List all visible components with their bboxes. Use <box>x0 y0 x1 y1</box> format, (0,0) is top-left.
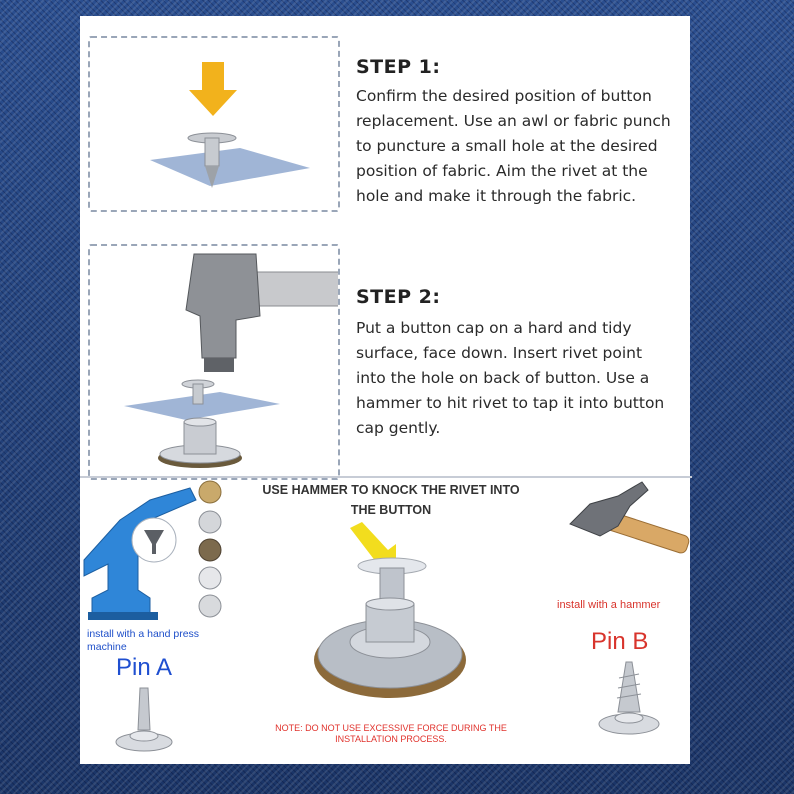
step1-description <box>356 84 691 209</box>
step2-description <box>356 316 691 441</box>
step2-illustration-box <box>88 244 340 480</box>
center-caption <box>236 480 546 520</box>
step1-line: hole and make it through the fabric. <box>356 187 637 205</box>
step1-title: STEP 1: <box>356 56 441 78</box>
step2-line: Put a button cap on a hard and tidy <box>356 319 632 337</box>
force-warning-line: NOTE: DO NOT USE EXCESSIVE FORCE DURING THE <box>275 723 507 733</box>
hand-press-label-line: install with a hand press <box>87 628 200 640</box>
pin-a-illustration <box>114 684 174 754</box>
hammer-head-icon <box>186 254 260 358</box>
hammer-install-label: install with a hammer <box>557 599 661 611</box>
step1-illustration-box <box>88 36 340 212</box>
step1-line: replacement. Use an awl or fabric punch <box>356 112 671 130</box>
center-caption-line: USE HAMMER TO KNOCK THE RIVET INTO <box>262 483 520 497</box>
step1-line: position of fabric. Aim the rivet at the <box>356 162 648 180</box>
hand-press-label <box>87 628 237 654</box>
step2-line: into the hole on back of button. Use a <box>356 369 650 387</box>
step1-line: to puncture a small hole at the desired <box>356 137 658 155</box>
pin-b-label: Pin B <box>591 628 649 655</box>
down-arrow-icon <box>189 62 237 116</box>
center-caption-line: THE BUTTON <box>350 503 432 517</box>
step2-title: STEP 2: <box>356 286 441 308</box>
fabric-swatch <box>150 148 310 186</box>
hand-press-label-line: machine <box>87 641 127 653</box>
pin-a-label: Pin A <box>116 654 173 681</box>
step2-line: cap gently. <box>356 419 441 437</box>
force-warning-note <box>246 723 536 745</box>
step1-line: Confirm the desired position of button <box>356 87 652 105</box>
step2-line: hammer to hit rivet to tap it into button <box>356 394 665 412</box>
hand-press-machine-illustration <box>80 480 230 630</box>
force-warning-line: INSTALLATION PROCESS. <box>335 734 447 744</box>
step2-illustration <box>90 246 338 478</box>
pin-b-illustration <box>594 660 664 740</box>
hammer-illustration <box>560 478 690 568</box>
rivet-into-button-illustration <box>300 520 480 720</box>
step2-line: surface, face down. Insert rivet point <box>356 344 643 362</box>
step1-illustration <box>90 38 338 210</box>
